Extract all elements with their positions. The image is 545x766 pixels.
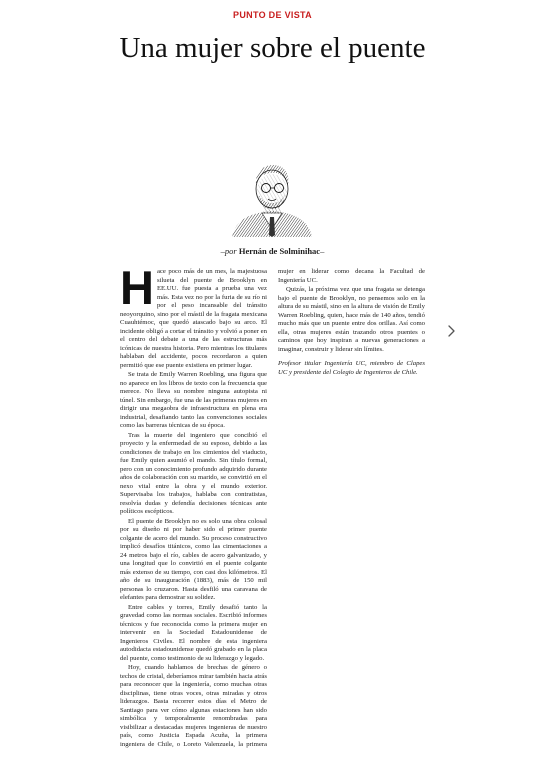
- paragraph-3: Tras la muerte del ingeniero que concibió el proyecto y la enfermedad de su esposo, debido a las condiciones de trabajo en los cimientos del viaducto, fue Emily quien asumió el mando. Sin título formal, pero con un conocimiento profundo adquirido durante años de colaboración con su marido, se convirtió en el nexo vital entre la obra y el mundo exterior. Supervisaba los trabajos, hablaba con contratistas, resolvía dudas y defendía decisiones técnicas ante políticos escépticos.: [120, 431, 267, 515]
- paragraph-5: Entre cables y torres, Emily desafió tanto la gravedad como las normas sociales. Escribió informes técnicos y fue reconocida como la primera mujer en intervenir en la Sociedad Estadounidense de Ingenieros Civiles. El nombre de esta ingeniera autodidacta estadounidense quedó grabado en la placa del puente, como testimonio de su liderazgo y legado.: [120, 603, 267, 662]
- author-portrait: [228, 157, 316, 237]
- paragraph-4: El puente de Brooklyn no es solo una obra colosal por su diseño ni por haber sido el primer puente colgante de acero del mundo. Su proceso constructivo implicó desafíos titánicos, como las cimentaciones a 24 metros bajo el río, cables de acero galvanizado, y una longitud que lo convirtió en el puente colgante más extenso de su tiempo, con casi dos kilómetros. El año de su inauguración (1883), más de 150 mil personas lo cruzaron. Hasta desfiló una caravana de elefantes para demostrar su solidez.: [120, 517, 267, 601]
- section-label: PUNTO DE VISTA: [233, 10, 312, 20]
- author-name: Hernán de Solminihac: [238, 246, 321, 256]
- paragraph-2: Se trata de Emily Warren Roebling, una figura que no aparece en los libros de texto con la frecuencia que merece. No lleva su nombre ninguna autopista ni túnel. Sin embargo, fue una de las primeras mujeres en dirigir una megaobra de infraestructura en plena era industrial, desafiando tanto las convenciones sociales como las barreras técnicas de su época.: [120, 371, 267, 429]
- dropcap: H: [120, 261, 154, 314]
- byline-prefix: –por: [220, 246, 237, 256]
- article-headline: Una mujer sobre el puente: [119, 32, 426, 64]
- author-footnote: Profesor titular Ingeniería UC, miembro de Clapes UC y presidente del Colegio de Ingenieros de Chile.: [278, 360, 425, 376]
- paragraph-1-text: ace poco más de un mes, la majestuosa silueta del puente de Brooklyn en EE.UU. fue puesta a prueba una vez más. Esta vez no por la furia de su río ni por el peso incansable del tránsito neoyorquino, sino por el mástil de la fragata mexicana Cuauhtémoc, que quedó atascado bajo su arco. El incidente obligó a cortar el tránsito y volvió a poner en el centro del debate a una de las estructuras más icónicas de nuestra historia. Pero mientras los titulares hablaban del accidente, pocos recordaron a quien permitió que ese puente existiera en primer lugar.: [120, 268, 267, 369]
- byline-suffix: –: [320, 246, 325, 256]
- chevron-right-icon[interactable]: [444, 324, 458, 338]
- paragraph-1: [120, 261, 267, 370]
- article-body: [120, 261, 425, 760]
- paragraph-7: Quizás, la próxima vez que una fragata se detenga bajo el puente de Brooklyn, no pensemos solo en la altura de su mástil, sino en la altura de visión de Emily Warren Roebling, quien, hace más de 140 años, tendió mucho más que un puente entre dos orillas. Así como ella, otras mujeres están trazando otros puentes o caminos que hoy inspiran a nuevas generaciones a imaginar, construir y liderar sin límites.: [278, 286, 425, 353]
- byline: [0, 246, 545, 256]
- paragraph-6: Hoy, cuando hablamos de brechas de género o techos de cristal, deberíamos mirar también hacia atrás para reconocer que la ingeniería, como muchas otras disciplinas, tiene otras voces, otras miradas y otros liderazgos. Basta recorrer estos días el Metro de Santiago para ver cómo algunas estaciones han sido simbólica y temporalmente renombradas para visibilizar a destacadas mujeres ingenieras de nuestro país, como Justicia Espada Acuña, la primera ingeniera de Chile, o Loreto Valenzuela, la primera mujer en liderar como decana la Facultad de Ingeniería UC.: [120, 268, 425, 748]
